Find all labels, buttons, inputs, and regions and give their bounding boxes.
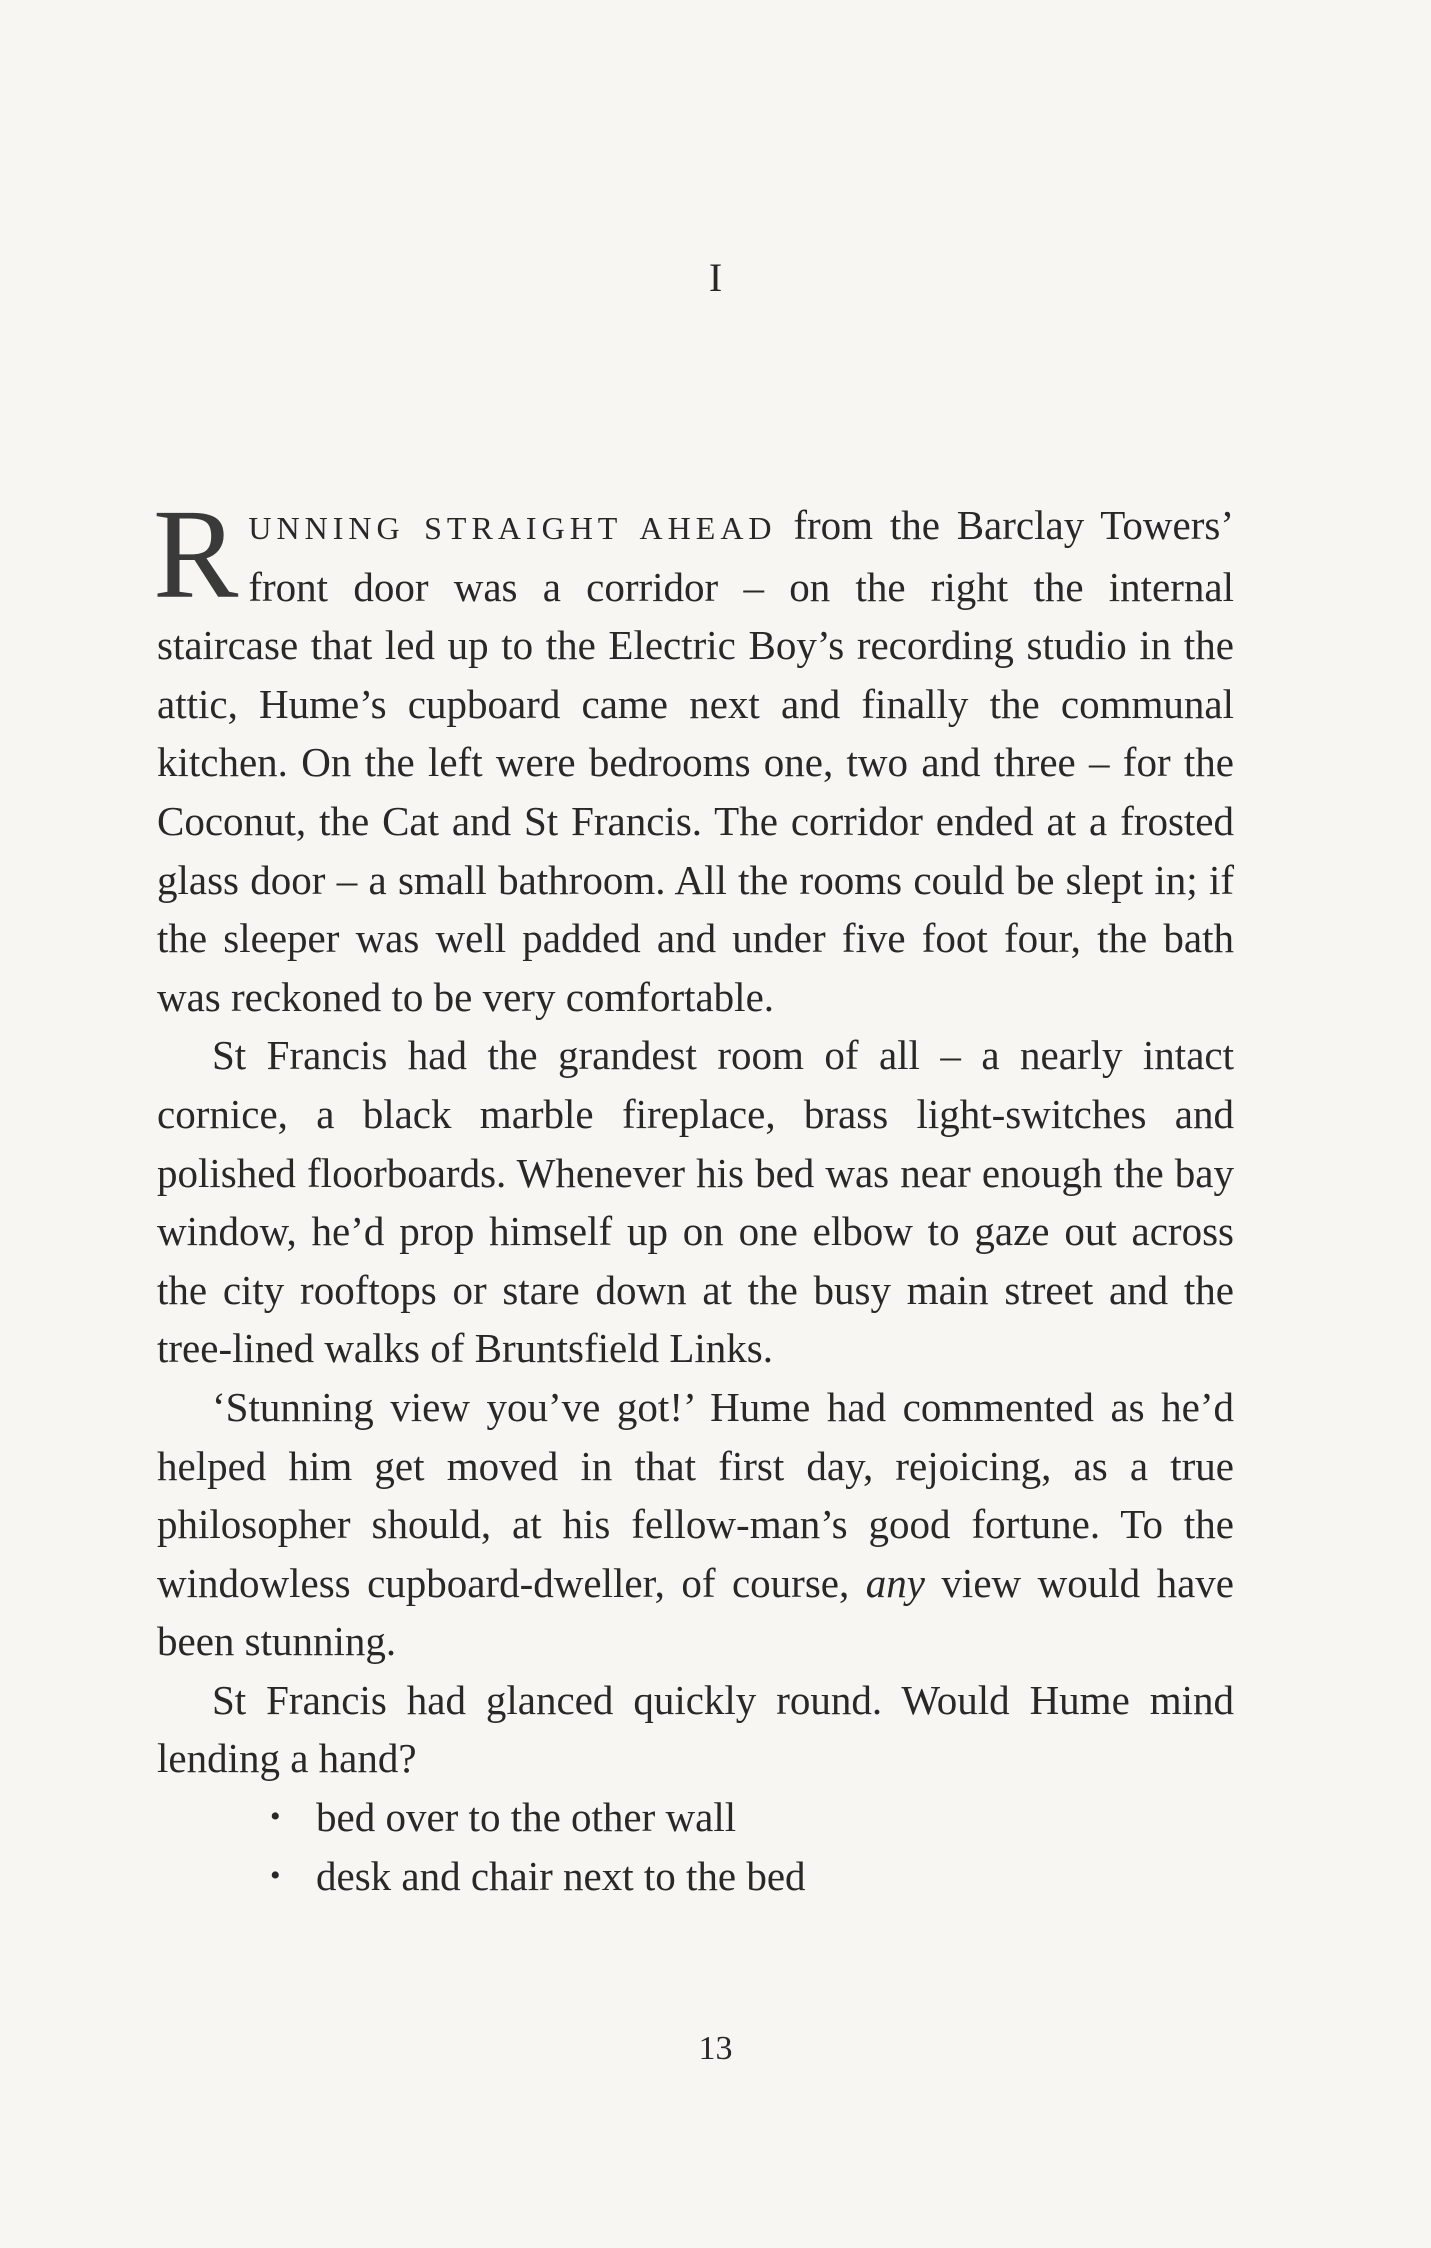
- paragraph-3-text-after: view would have been stunning.: [157, 1559, 1234, 1665]
- paragraph-3-text-before: ‘Stunning view you’ve got!’ Hume had commented as he’d helped him get moved in that first day, rejoicing, as a true philosopher should, at his fellow-man’s good fortune. To the windowless cupboard-dweller, of course,: [157, 1383, 1234, 1606]
- paragraph-1-text: from the Barclay Towers’ front door was a corridor – on the right the internal staircase that led up to the Electric Boy’s recording studio in the attic, Hume’s cupboard came next and finally the communal kitchen. On the left were bedrooms one, two and three – for the Coconut, the Cat and St Francis. The corridor ended at a frosted glass door – a small bathroom. All the rooms could be slept in; if the sleeper was well padded and under five foot four, the bath was reckoned to be very comfortable.: [157, 502, 1234, 1020]
- body-text: [153, 483, 1234, 1905]
- bullet-list: [157, 1788, 1234, 1905]
- opening-small-caps: UNNING STRAIGHT AHEAD: [248, 510, 777, 546]
- chapter-number: I: [708, 255, 723, 300]
- page-number: 13: [698, 2030, 733, 2067]
- list-item: • bed over to the other wall: [270, 1788, 1234, 1847]
- paragraph-3: [157, 1378, 1234, 1671]
- list-item: • desk and chair next to the bed: [270, 1847, 1234, 1906]
- paragraph-2: St Francis had the grandest room of all – a nearly intact cornice, a black marble fireplace, brass light-switches and polished floorboards. Whenever his bed was near enough the bay window, he’d prop himself up on one elbow to gaze out across the city rooftops or stare down at the busy main street and the tree-lined walks of Bruntsfield Links.: [157, 1032, 1234, 1372]
- paragraph-4: St Francis had glanced quickly round. Would Hume mind lending a hand?: [157, 1676, 1234, 1782]
- paragraph-3-emphasis: any: [865, 1559, 925, 1606]
- drop-cap: R: [153, 483, 239, 625]
- paragraph-1: [153, 483, 1234, 1026]
